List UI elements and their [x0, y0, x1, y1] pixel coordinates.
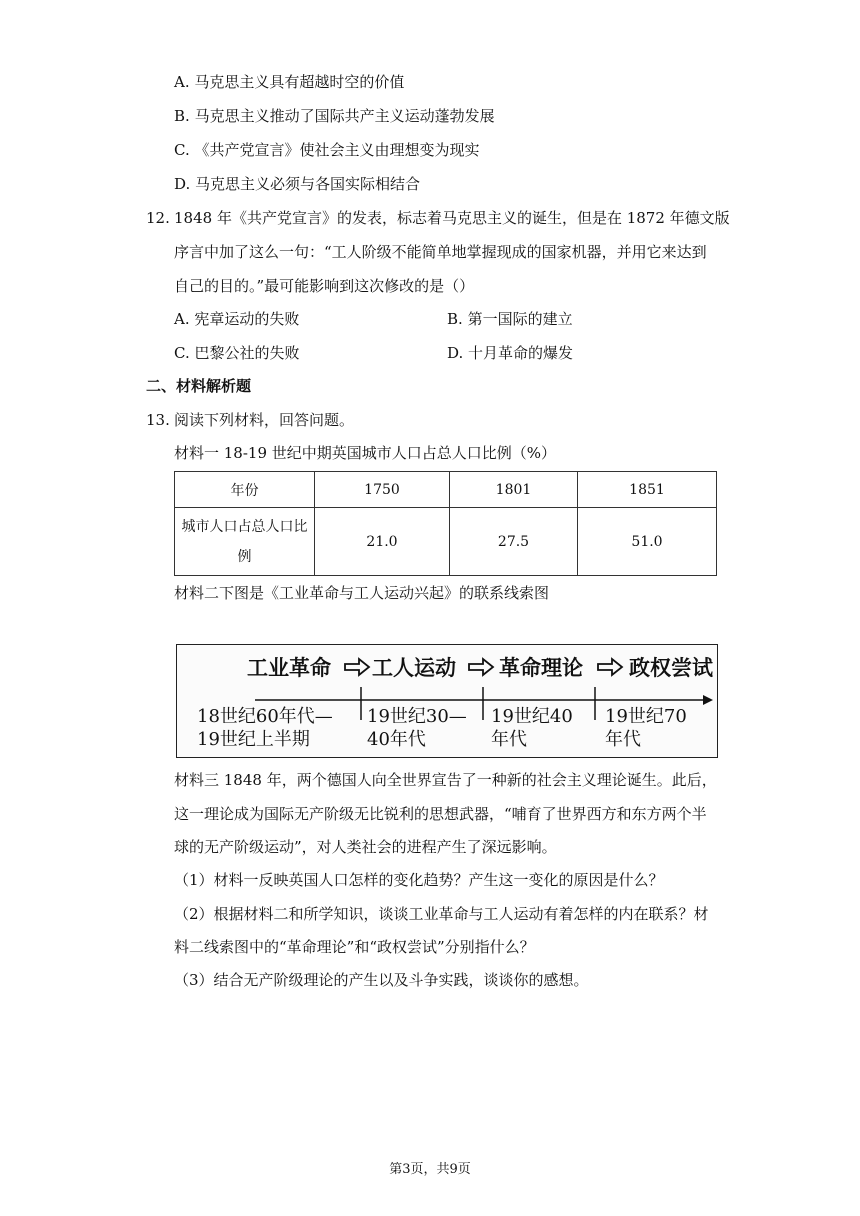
option-text: 巴黎公社的失败	[194, 344, 300, 362]
page-footer: 第3页，共9页	[389, 1162, 471, 1177]
subquestion-1: （1）材料一反映英国人口怎样的变化趋势？产生这一变化的原因是什么？	[174, 871, 664, 889]
option-letter: D.	[447, 344, 464, 362]
option-q11-c	[174, 139, 480, 161]
stage-label: 革命理论	[499, 656, 583, 680]
row-label-line-2: 例	[237, 548, 252, 565]
period-label: 19世纪30—	[367, 706, 467, 727]
option-letter: C.	[174, 344, 190, 362]
period-label: 年代	[491, 729, 527, 750]
table-cell: 21.0	[315, 508, 450, 576]
question-number-12: 12.	[146, 209, 170, 227]
period-label: 19世纪70	[605, 706, 687, 727]
population-table	[174, 471, 717, 576]
row-label-line-1: 城市人口占总人口比	[181, 518, 308, 535]
table-year: 1801	[450, 472, 578, 508]
q12-stem-line-3: 自己的目的。”最可能影响到这次修改的是（）	[174, 277, 475, 295]
stage-label: 政权尝试	[629, 656, 713, 680]
period-label: 18世纪60年代—	[197, 706, 333, 727]
question-number-13: 13.	[146, 411, 170, 429]
section-title: 二、材料解析题	[146, 377, 252, 395]
subquestion-3: （3）结合无产阶级理论的产生以及斗争实践，谈谈你的感想。	[174, 971, 589, 989]
subquestion-2-line-1: （2）根据材料二和所学知识，谈谈工业革命与工人运动有着怎样的内在联系？材	[174, 905, 709, 923]
option-text: 马克思主义具有超越时空的价值	[194, 73, 405, 91]
option-letter: B.	[447, 310, 463, 328]
option-q11-d	[174, 173, 420, 195]
arrow-icon	[345, 659, 369, 675]
table-row	[175, 508, 717, 576]
axis-arrowhead-icon	[703, 695, 713, 705]
option-text: 马克思主义推动了国际共产主义运动蓬勃发展	[194, 107, 495, 125]
material3-line-2: 这一理论成为国际无产阶级无比锐利的思想武器，“哺育了世界西方和东方两个半	[174, 805, 707, 823]
material1-title: 材料一 18-19 世纪中期英国城市人口占总人口比例（%）	[174, 444, 557, 462]
period-label: 19世纪上半期	[197, 729, 310, 750]
option-q12-b	[447, 308, 573, 330]
table-header-label: 年份	[175, 472, 315, 508]
option-text: 宪章运动的失败	[194, 310, 300, 328]
arrow-icon	[469, 659, 493, 675]
material2-title: 材料二下图是《工业革命与工人运动兴起》的联系线索图	[174, 584, 550, 602]
subquestion-2-line-2: 料二线索图中的“革命理论”和“政权尝试”分别指什么？	[174, 938, 535, 956]
table-row-label	[175, 508, 315, 576]
timeline-graphic	[177, 645, 717, 757]
q12-stem-line-2: 序言中加了这么一句：“工人阶级不能简单地掌握现成的国家机器，并用它来达到	[174, 243, 707, 261]
option-q11-b	[174, 105, 495, 127]
arrow-icon	[598, 659, 622, 675]
option-text: 马克思主义必须与各国实际相结合	[195, 175, 421, 193]
option-q11-a	[174, 71, 404, 93]
material3-line-1: 材料三 1848 年，两个德国人向全世界宣告了一种新的社会主义理论诞生。此后，	[174, 771, 717, 789]
table-cell: 27.5	[450, 508, 578, 576]
period-label: 19世纪40	[491, 706, 573, 727]
option-letter: A.	[174, 73, 190, 91]
timeline-diagram	[176, 644, 718, 758]
option-letter: A.	[174, 310, 190, 328]
table-year: 1750	[315, 472, 450, 508]
option-text: 《共产党宣言》使社会主义由理想变为现实	[194, 141, 480, 159]
period-label: 年代	[605, 729, 641, 750]
option-letter: B.	[174, 107, 190, 125]
option-q12-a	[174, 308, 299, 330]
period-label: 40年代	[367, 729, 426, 750]
option-q12-d	[447, 342, 573, 364]
q13-intro: 阅读下列材料，回答问题。	[174, 411, 355, 429]
option-q12-c	[174, 342, 300, 364]
q12-stem-line-1: 1848 年《共产党宣言》的发表，标志着马克思主义的诞生，但是在 1872 年德文版	[174, 209, 730, 227]
table-header-row	[175, 472, 717, 508]
stage-label: 工业革命	[247, 656, 331, 680]
option-letter: D.	[174, 175, 191, 193]
option-letter: C.	[174, 141, 190, 159]
material3-line-3: 球的无产阶级运动”，对人类社会的进程产生了深远影响。	[174, 838, 557, 856]
table-year: 1851	[578, 472, 717, 508]
option-text: 第一国际的建立	[467, 310, 573, 328]
stage-label: 工人运动	[372, 656, 456, 680]
option-text: 十月革命的爆发	[468, 344, 574, 362]
table-cell: 51.0	[578, 508, 717, 576]
